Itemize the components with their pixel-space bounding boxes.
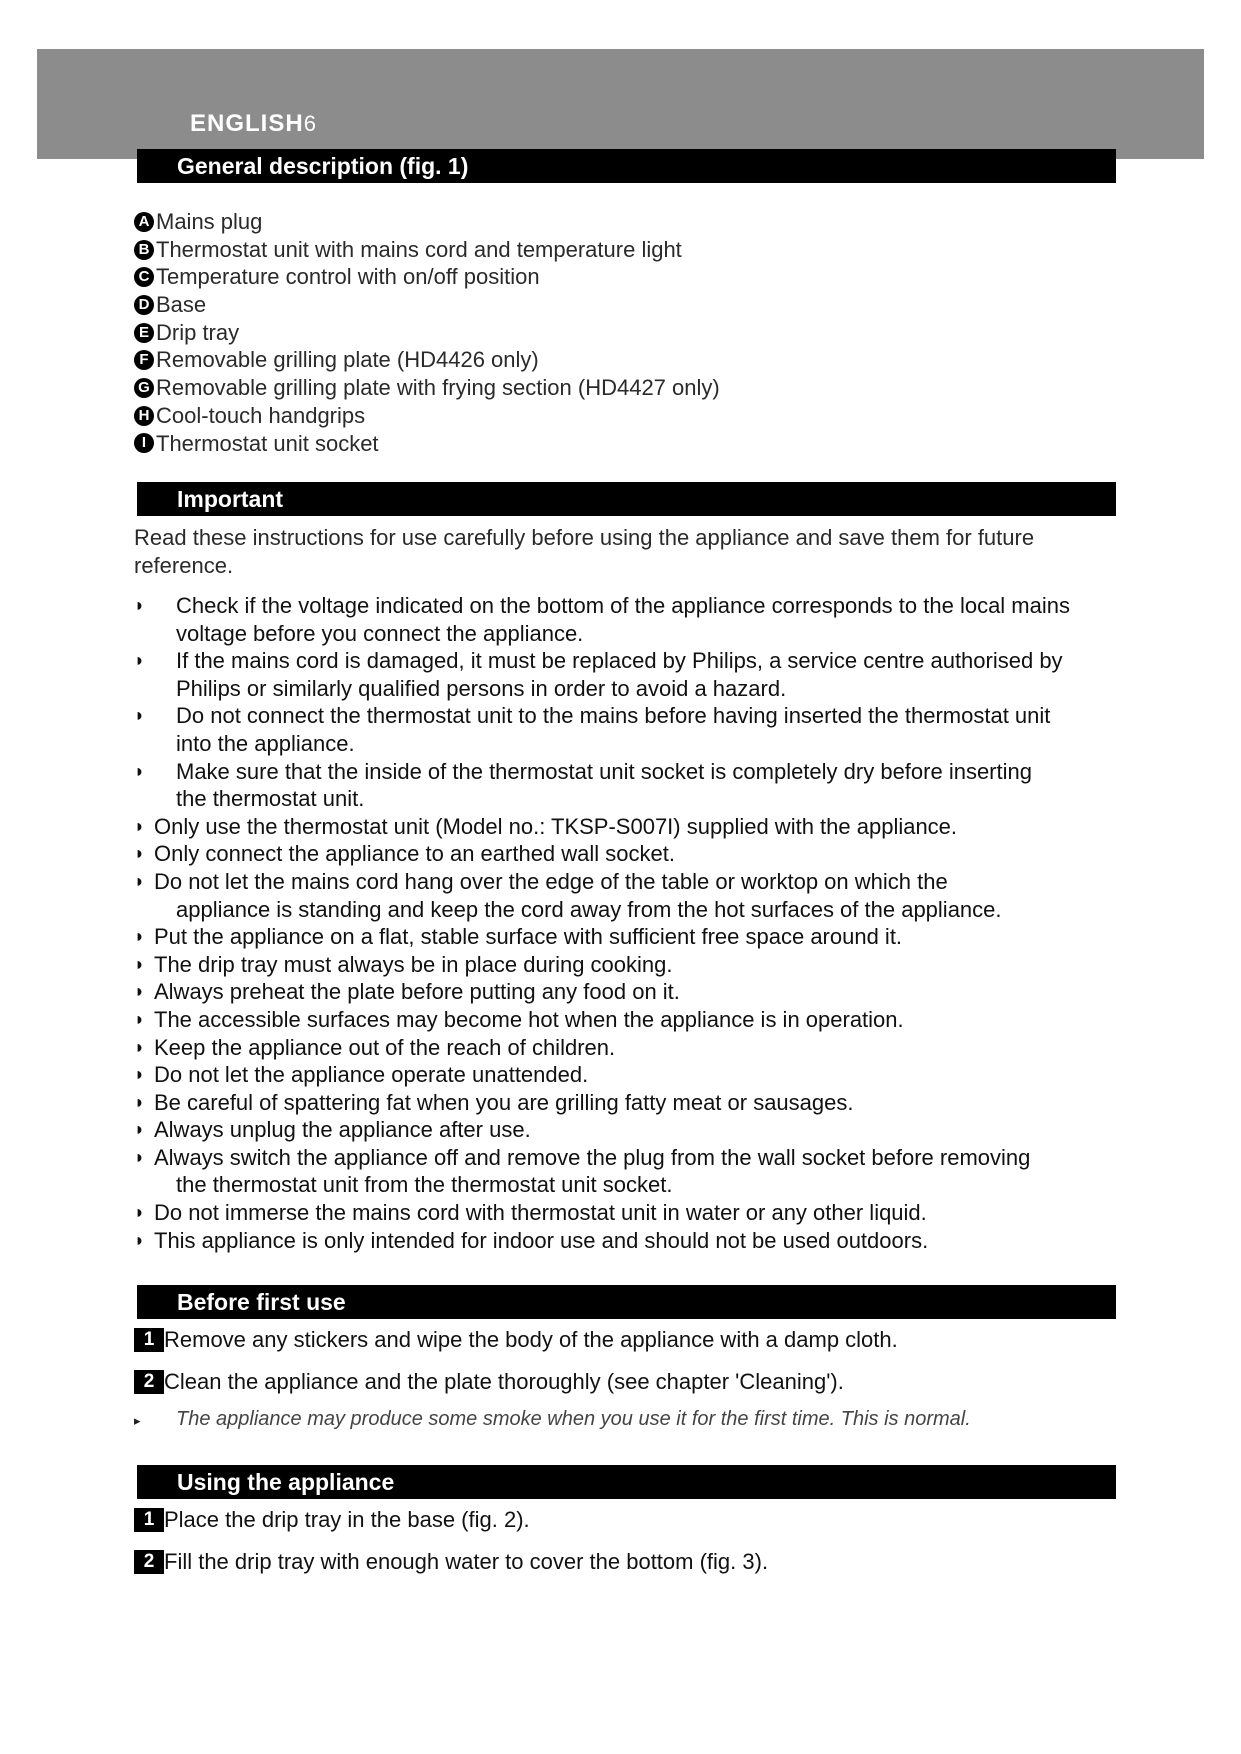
part-label: Thermostat unit with mains cord and temperature light: [156, 236, 682, 262]
list-item: ◗ If the mains cord is damaged, it must be replaced by Philips, a service centre authorised by Philips or similarly qualified persons in order to avoid a hazard.: [134, 648, 1063, 701]
bullet-icon: ◗: [134, 650, 145, 671]
list-item: ◗ Put the appliance on a flat, stable surface with sufficient free space around it.: [134, 924, 903, 950]
part-letter-badge: E: [134, 323, 154, 343]
bullet-icon: ◗: [134, 815, 145, 836]
list-item: ◗ Do not let the mains cord hang over the edge of the table or worktop on which the appliance is standing and keep the cord away from the hot surfaces of the appliance.: [134, 868, 1002, 922]
bullet-icon: ◗: [134, 953, 145, 974]
list-item: ◗ Do not let the appliance operate unattended.: [134, 1062, 589, 1088]
step-number-badge: 1: [134, 1328, 164, 1352]
bullet-icon: ◗: [134, 1119, 145, 1140]
important-intro: Read these instructions for use carefully before using the appliance and save them for future reference.: [134, 525, 1035, 578]
page-header: [190, 110, 316, 138]
part-label: Cool-touch handgrips: [156, 402, 366, 428]
part-letter-badge: I: [134, 433, 154, 453]
step-number-badge: 1: [134, 1508, 164, 1532]
instruction-step: [134, 1326, 898, 1354]
instruction-step: [134, 1548, 768, 1576]
bullet-icon: ◗: [134, 981, 145, 1002]
list-item: [134, 346, 720, 374]
bullet-icon: ◗: [134, 1036, 145, 1057]
step-text: Fill the drip tray with enough water to cover the bottom (fig. 3).: [164, 1549, 769, 1574]
list-item: ◗ Make sure that the inside of the thermostat unit socket is completely dry before inserting the thermostat unit.: [134, 758, 1032, 812]
triangle-right-icon: ▸: [134, 1413, 141, 1428]
list-item: [134, 291, 720, 319]
bullet-icon: ◗: [134, 870, 145, 891]
page-number: 6: [303, 111, 316, 136]
part-label: Temperature control with on/off position: [156, 264, 540, 290]
list-item: ◗ The accessible surfaces may become hot when the appliance is in operation.: [134, 1006, 904, 1032]
list-item: [134, 208, 720, 236]
section-heading-using-the-appliance: Using the appliance: [137, 1465, 1116, 1499]
bullet-icon: ◗: [134, 843, 145, 864]
bullet-icon: ◗: [134, 1064, 145, 1085]
parts-list: [134, 208, 720, 457]
list-item: [134, 263, 720, 291]
part-label: Thermostat unit socket: [156, 430, 379, 456]
part-letter-badge: C: [134, 267, 154, 287]
part-label: Removable grilling plate with frying section (HD4427 only): [156, 375, 720, 401]
list-item: [134, 402, 720, 430]
list-item: ◗ Only connect the appliance to an earthed wall socket.: [134, 841, 675, 867]
part-letter-badge: B: [134, 240, 154, 260]
tip-note-text: The appliance may produce some smoke when you use it for the first time. This is normal.: [176, 1408, 971, 1430]
bullet-icon: ◗: [134, 1091, 145, 1112]
tip-note: [134, 1408, 971, 1431]
list-item: ◗ The drip tray must always be in place during cooking.: [134, 951, 673, 977]
list-item: [134, 319, 720, 347]
list-item: [134, 374, 720, 402]
safety-bullet-list: [134, 592, 1124, 1254]
step-number-badge: 2: [134, 1370, 164, 1394]
step-text: Clean the appliance and the plate thoroughly (see chapter 'Cleaning').: [164, 1369, 844, 1394]
bullet-icon: ◗: [134, 1202, 145, 1223]
bullet-icon: ◗: [134, 1229, 145, 1250]
list-item: ◗ Be careful of spattering fat when you are grilling fatty meat or sausages.: [134, 1089, 854, 1115]
list-item: ◗ Always unplug the appliance after use.: [134, 1117, 531, 1143]
bullet-icon: ◗: [134, 1008, 145, 1029]
part-letter-badge: F: [134, 350, 154, 370]
language-label: ENGLISH: [190, 110, 304, 137]
list-item: ◗ Do not connect the thermostat unit to the mains before having inserted the thermostat unit into the appliance.: [134, 703, 1051, 756]
list-item: ◗ Always preheat the plate before putting any food on it.: [134, 979, 680, 1005]
part-label: Mains plug: [156, 209, 263, 234]
list-item: ◗ This appliance is only intended for indoor use and should not be used outdoors.: [134, 1227, 929, 1253]
instruction-step: [134, 1368, 844, 1396]
part-letter-badge: H: [134, 406, 154, 426]
part-label: Removable grilling plate (HD4426 only): [156, 347, 539, 373]
list-item: ◗ Always switch the appliance off and remove the plug from the wall socket before removing the thermostat unit from the thermostat unit socket.: [134, 1144, 1031, 1198]
step-text: Place the drip tray in the base (fig. 2).: [164, 1507, 530, 1532]
bullet-icon: ◗: [134, 760, 145, 781]
list-item: [134, 236, 720, 264]
list-item: ◗ Only use the thermostat unit (Model no.: TKSP-S007I) supplied with the appliance.: [134, 813, 958, 839]
step-text: Remove any stickers and wipe the body of the appliance with a damp cloth.: [164, 1327, 898, 1352]
list-item: ◗ Keep the appliance out of the reach of children.: [134, 1034, 616, 1060]
part-label: Drip tray: [156, 319, 240, 345]
section-heading-important: Important: [137, 482, 1116, 516]
step-number-badge: 2: [134, 1550, 164, 1574]
part-label: Base: [156, 292, 207, 318]
part-letter-badge: D: [134, 295, 154, 315]
bullet-icon: ◗: [134, 595, 145, 615]
list-item: ◗ Check if the voltage indicated on the bottom of the appliance corresponds to the local mains voltage before you connect the appliance.: [134, 593, 1070, 646]
bullet-icon: ◗: [134, 705, 145, 726]
instruction-step: [134, 1506, 530, 1534]
bullet-icon: ◗: [134, 1146, 145, 1167]
part-letter-badge: G: [134, 378, 154, 398]
section-heading-before-first-use: Before first use: [137, 1285, 1116, 1319]
bullet-icon: ◗: [134, 926, 145, 947]
list-item: ◗ Do not immerse the mains cord with thermostat unit in water or any other liquid.: [134, 1200, 927, 1226]
section-heading-general-description: General description (fig. 1): [137, 149, 1116, 183]
list-item: [134, 430, 720, 458]
part-letter-badge: A: [134, 212, 154, 232]
header-band: [37, 49, 1204, 159]
